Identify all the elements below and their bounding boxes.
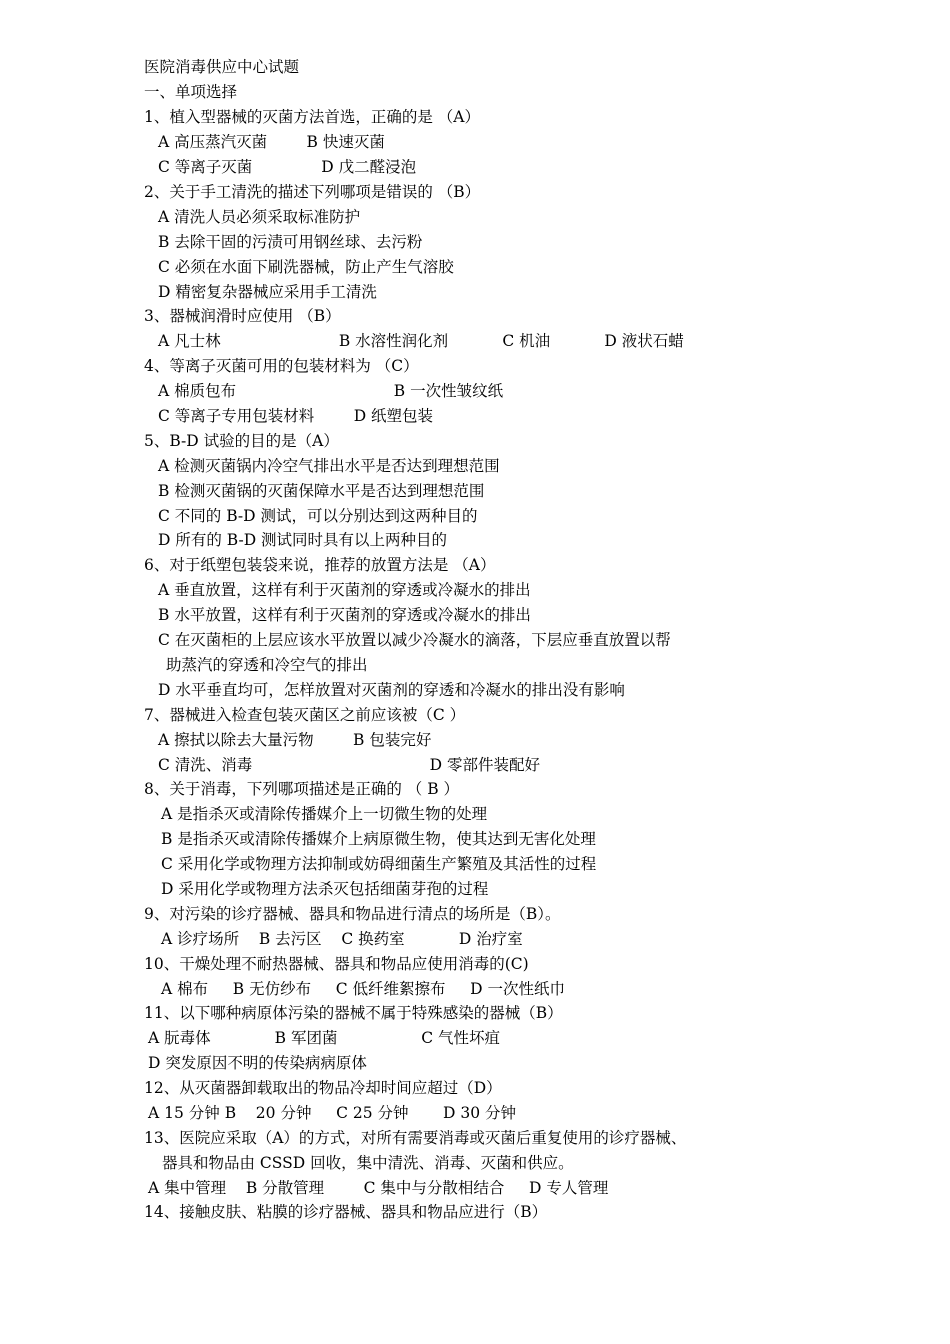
option-line: D 水平垂直均可，怎样放置对灭菌剂的穿透和冷凝水的排出没有影响 [158, 681, 625, 699]
question-line: 3、器械润滑时应使用 （B） [144, 307, 341, 325]
option-line: A 15 分钟 B 20 分钟 C 25 分钟 D 30 分钟 [148, 1104, 517, 1122]
option-line: A 检测灭菌锅内冷空气排出水平是否达到理想范围 [158, 457, 500, 475]
option-line: A 清洗人员必须采取标准防护 [158, 208, 361, 226]
option-line: A 是指杀灭或清除传播媒介上一切微生物的处理 [161, 805, 488, 823]
question-line: 4、等离子灭菌可用的包装材料为 （C） [144, 357, 419, 375]
option-line: D 采用化学或物理方法杀灭包括细菌芽孢的过程 [161, 880, 489, 898]
question-line: 10、干燥处理不耐热器械、器具和物品应使用消毒的(C) [144, 955, 529, 973]
option-line: A 诊疗场所 B 去污区 C 换药室 D 治疗室 [161, 930, 523, 948]
option-line-continued: 助蒸汽的穿透和冷空气的排出 [166, 656, 368, 674]
option-line: A 棉质包布 B 一次性皱纹纸 [158, 382, 504, 400]
option-line: C 等离子专用包装材料 D 纸塑包装 [158, 407, 434, 425]
option-line: A 凡士林 B 水溶性润化剂 C 机油 D 液状石蜡 [158, 332, 684, 350]
option-line: D 突发原因不明的传染病病原体 [148, 1054, 367, 1072]
option-line: C 必须在水面下刷洗器械，防止产生气溶胶 [158, 258, 454, 276]
question-line: 2、关于手工清洗的描述下列哪项是错误的 （B） [144, 183, 481, 201]
option-line: C 等离子灭菌 D 戊二醛浸泡 [158, 158, 417, 176]
option-line: A 垂直放置，这样有利于灭菌剂的穿透或冷凝水的排出 [158, 581, 531, 599]
question-line: 13、医院应采取（A）的方式，对所有需要消毒或灭菌后重复使用的诊疗器械、 [144, 1129, 687, 1147]
option-line: A 高压蒸汽灭菌 B 快速灭菌 [158, 133, 385, 151]
document-title: 医院消毒供应中心试题 [144, 58, 300, 76]
question-line: 14、接触皮肤、粘膜的诊疗器械、器具和物品应进行（B） [144, 1203, 548, 1221]
option-line: B 去除干固的污渍可用钢丝球、去污粉 [158, 233, 423, 251]
question-line: 9、对污染的诊疗器械、器具和物品进行清点的场所是（B）。 [144, 905, 561, 923]
option-line: A 棉布 B 无仿纱布 C 低纤维絮擦布 D 一次性纸巾 [161, 980, 565, 998]
option-line: C 采用化学或物理方法抑制或妨碍细菌生产繁殖及其活性的过程 [161, 855, 597, 873]
question-line: 11、以下哪种病原体污染的器械不属于特殊感染的器械（B） [144, 1004, 563, 1022]
option-line: B 检测灭菌锅的灭菌保障水平是否达到理想范围 [158, 482, 485, 500]
question-line: 5、B-D 试验的目的是（A） [144, 432, 339, 450]
question-line: 8、关于消毒，下列哪项描述是正确的 （ B ） [144, 780, 460, 798]
option-line: C 清洗、消毒 D 零部件装配好 [158, 756, 541, 774]
option-line: A 擦拭以除去大量污物 B 包装完好 [158, 731, 432, 749]
option-line: C 在灭菌柜的上层应该水平放置以减少冷凝水的滴落，下层应垂直放置以帮 [158, 631, 671, 649]
option-line: D 精密复杂器械应采用手工清洗 [158, 283, 377, 301]
option-line: A 集中管理 B 分散管理 C 集中与分散相结合 D 专人管理 [148, 1179, 609, 1197]
question-line: 1、植入型器械的灭菌方法首选，正确的是 （A） [144, 108, 480, 126]
section-heading: 一、单项选择 [144, 83, 238, 101]
option-line: D 所有的 B-D 测试同时具有以上两种目的 [158, 531, 448, 549]
option-line: A 朊毒体 B 军团菌 C 气性坏疽 [148, 1029, 501, 1047]
question-line: 12、从灭菌器卸载取出的物品冷却时间应超过（D） [144, 1079, 502, 1097]
option-line: C 不同的 B-D 测试，可以分别达到这两种目的 [158, 507, 478, 525]
question-line: 6、对于纸塑包装袋来说，推荐的放置方法是 （A） [144, 556, 496, 574]
option-line: B 是指杀灭或清除传播媒介上病原微生物，使其达到无害化处理 [161, 830, 596, 848]
option-line: B 水平放置，这样有利于灭菌剂的穿透或冷凝水的排出 [158, 606, 531, 624]
question-line: 7、器械进入检查包装灭菌区之前应该被（C ） [144, 706, 466, 724]
question-line-continued: 器具和物品由 CSSD 回收，集中清洗、消毒、灭菌和供应。 [162, 1154, 574, 1172]
